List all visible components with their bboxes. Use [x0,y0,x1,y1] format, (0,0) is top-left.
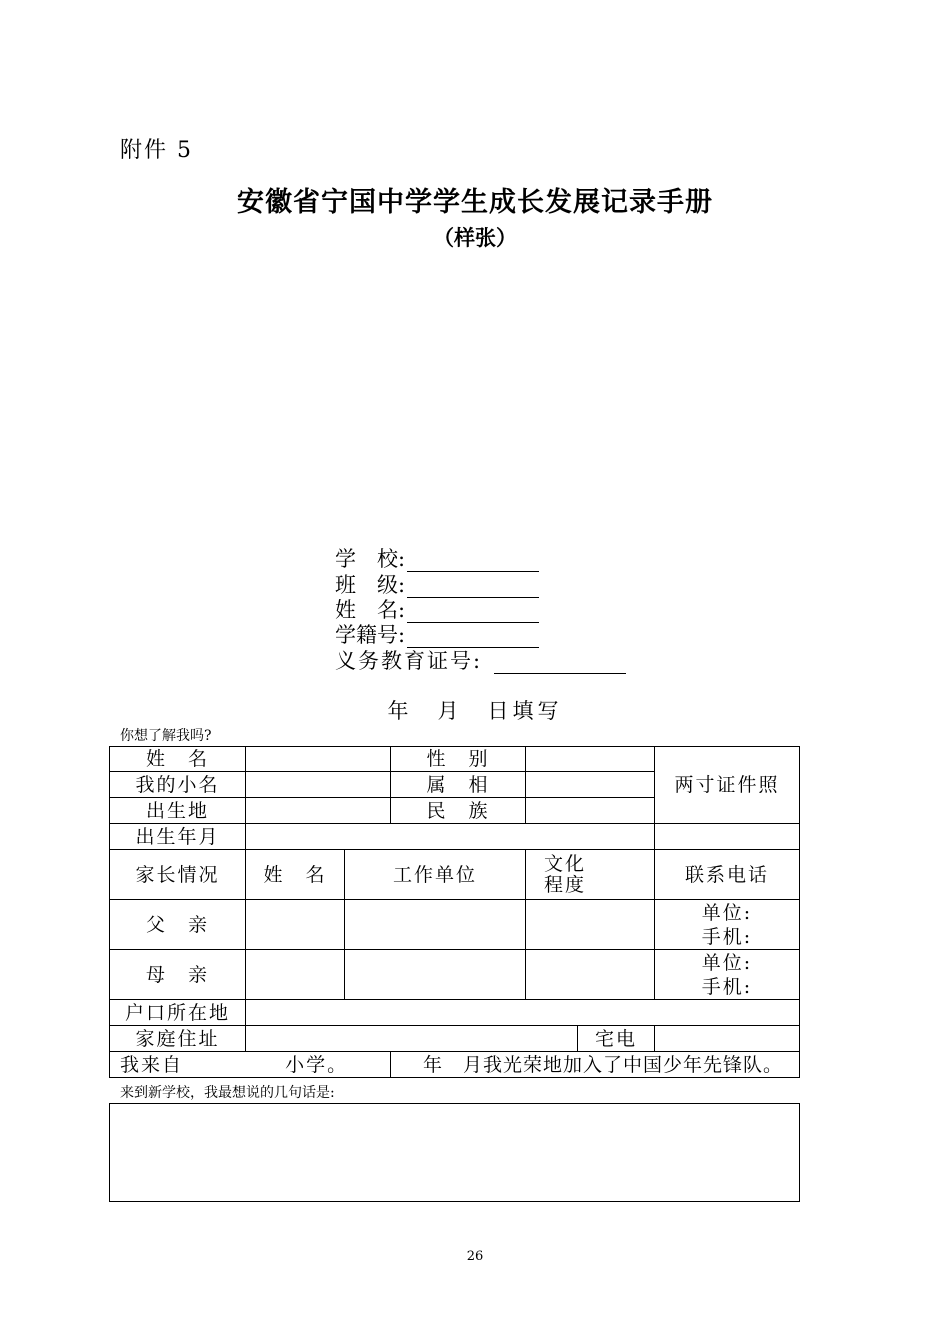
class-label: 班 级: [335,573,406,597]
student-id-field [335,623,539,648]
attachment-label: 附件 5 [120,138,193,163]
home-phone-header: 宅电 [578,1026,655,1052]
mother-unit-label: 单位: [701,951,753,974]
birthdate-extra-cell[interactable] [655,824,800,850]
address-cell[interactable] [246,1026,578,1052]
birthdate-header: 出生年月 [110,824,246,850]
name-label: 姓 名: [335,598,406,622]
new-school-message-box[interactable] [109,1103,800,1202]
zodiac-header: 属 相 [391,772,526,798]
primary-school-text: 小学。 [285,1053,349,1076]
nickname-cell[interactable] [246,772,391,798]
father-education-cell[interactable] [526,900,655,950]
parent-name-header: 姓 名 [246,850,345,900]
mother-header: 母 亲 [110,950,246,1000]
birthplace-header: 出生地 [110,798,246,824]
gender-header: 性 别 [391,747,526,772]
student-info-table [109,746,800,1078]
section-caption-know-me: 你想了解我吗? [120,728,212,744]
origin-school-cell[interactable] [110,1052,391,1078]
student-id-blank[interactable] [407,627,539,648]
from-text: 我来自 [120,1053,184,1076]
ethnicity-cell[interactable] [526,798,655,824]
father-workplace-cell[interactable] [345,900,526,950]
father-unit-label: 单位: [701,901,753,924]
page-number: 26 [466,1249,484,1264]
compulsory-id-label: 义务教育证号: [335,649,483,673]
class-blank[interactable] [407,577,539,598]
nickname-header: 我的小名 [110,772,246,798]
contact-header: 联系电话 [655,850,800,900]
gender-cell[interactable] [526,747,655,772]
workplace-header: 工作单位 [345,850,526,900]
address-header: 家庭住址 [110,1026,246,1052]
zodiac-cell[interactable] [526,772,655,798]
father-mobile-label: 手机: [701,925,753,948]
name-blank[interactable] [407,602,539,623]
name-field [335,598,539,623]
mother-contact-cell[interactable] [655,950,800,1000]
birthplace-cell[interactable] [246,798,391,824]
hukou-cell[interactable] [246,1000,800,1026]
student-id-label: 学籍号: [335,623,406,647]
education-header [526,850,655,900]
section-caption-new-school: 来到新学校，我最想说的几句话是: [120,1085,335,1101]
home-phone-cell[interactable] [655,1026,800,1052]
mother-mobile-label: 手机: [701,975,753,998]
parents-header: 家长情况 [110,850,246,900]
father-contact-cell[interactable] [655,900,800,950]
mother-name-cell[interactable] [246,950,345,1000]
school-label: 学 校: [335,547,406,571]
compulsory-id-blank[interactable] [494,653,626,674]
ethnicity-header: 民 族 [391,798,526,824]
mother-education-cell[interactable] [526,950,655,1000]
document-subtitle: （样张） [433,226,517,250]
pioneer-join-cell[interactable]: 年 月我光荣地加入了中国少年先锋队。 [391,1052,800,1078]
school-blank[interactable] [407,551,539,572]
father-header: 父 亲 [110,900,246,950]
hukou-header: 户口所在地 [110,1000,246,1026]
photo-cell[interactable]: 两寸证件照 [655,747,800,824]
compulsory-id-field [335,649,626,674]
education-header-line1: 文化 [544,852,587,875]
school-field [335,547,539,572]
document-title: 安徽省宁国中学学生成长发展记录手册 [237,187,713,218]
name-cell[interactable] [246,747,391,772]
birthdate-cell[interactable] [246,824,655,850]
name-header: 姓 名 [110,747,246,772]
education-header-line2: 程度 [544,873,587,896]
mother-workplace-cell[interactable] [345,950,526,1000]
father-name-cell[interactable] [246,900,345,950]
date-fill-line: 年 月 日填写 [387,699,563,723]
class-field [335,573,539,598]
